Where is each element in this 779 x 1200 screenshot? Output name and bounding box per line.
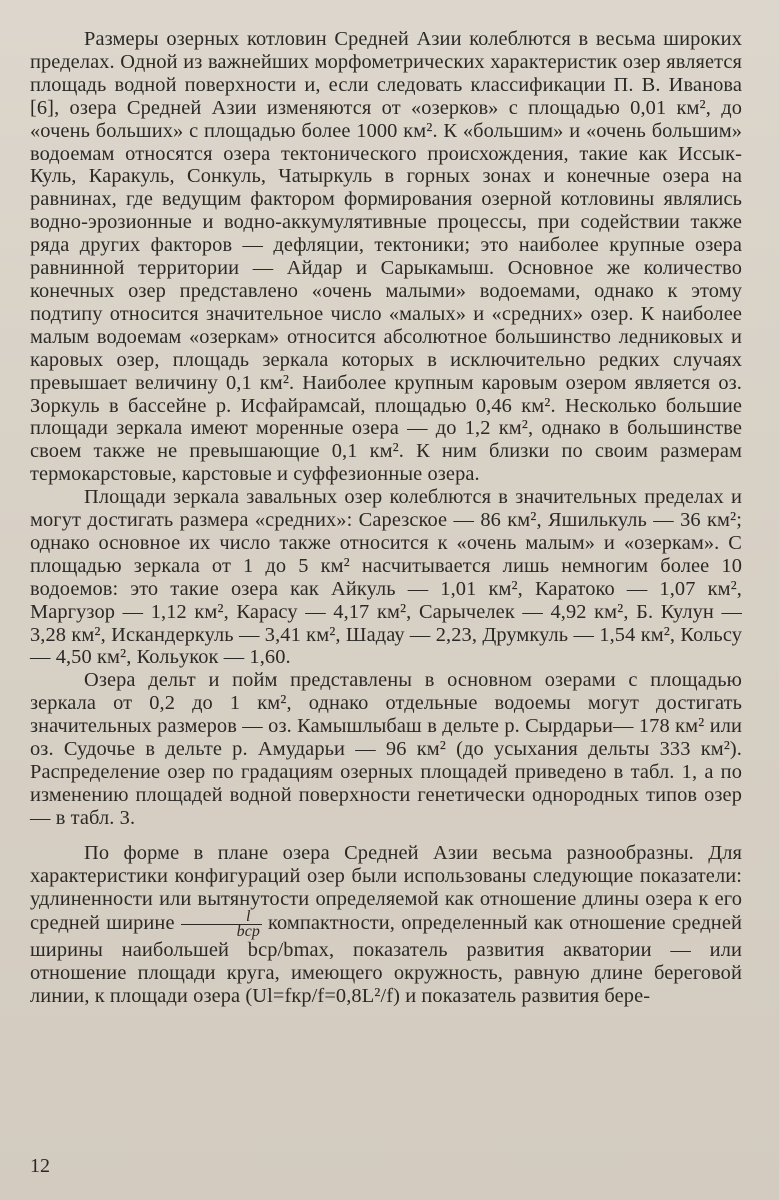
- page-text: [30, 28, 742, 1188]
- paragraph-4: [30, 842, 742, 1008]
- paragraph-1: Размеры озерных котловин Средней Азии колеблются в весьма широких пределах. Одной из важнейших морфометрических характеристик озер является площадь водной поверхности и, если следовать классификации П. В. Иванова [6], озера Средней Азии изменяются от «озерков» с площадью 0,01 км², до «очень больших» с площадью более 1000 км². К «большим» и «очень большим» водоемам относятся озера тектонического происхождения, такие как Иссык-Куль, Каракуль, Сонкуль, Чатыркуль в горных зонах и конечные озера на равнинах, где ведущим фактором формирования озерной котловины являлись водно-эрозионные и водно-аккумулятивные процессы, при содействии также ряда других факторов — дефляции, тектоники; это наиболее крупные озера равнинной территории — Айдар и Сарыкамыш. Основное же количество конечных озер представлено «очень малыми» водоемами, однако к этому подтипу относится значительное число «малых» и «средних» озер. К наиболее малым водоемам «озеркам» относится абсолютное большинство ледниковых и каровых озер, площадь зеркала которых в исключительно редких случаях превышает величину 0,1 км². Наиболее крупным каровым озером является оз. Зоркуль в бассейне р. Исфайрамсай, площадью 0,46 км². Несколько большие площади зеркала имеют моренные озера — до 1,2 км², однако в большинстве своем также не превышающие 0,1 км². К ним близки по своим размерам термокарстовые, карстовые и суффезионные озера.: [30, 28, 742, 486]
- paragraph-4-text-before: По форме в плане озера Средней Азии весьма разнообразны. Для характеристики конфигураций озер были использованы следующие показатели: удлиненности или вытянутости определяемой как отношение длины озера к его средней ширине: [30, 841, 742, 935]
- paragraph-3: Озера дельт и пойм представлены в основном озерами с площадью зеркала от 0,2 до 1 км², однако отдельные водоемы могут достигать значительных размеров — оз. Камышлыбаш в дельте р. Сырдарьи— 178 км² или оз. Судочье в дельте р. Амударьи — 96 км² (до усыхания дельты 333 км²). Распределение озер по градациям озерных площадей приведено в табл. 1, а по изменению площадей водной поверхности генетически однородных типов озер — в табл. 3.: [30, 669, 742, 829]
- fraction-l-over-bcp: [181, 910, 262, 939]
- paragraph-2: Площади зеркала завальных озер колеблются в значительных пределах и могут достигать размера «средних»: Сарезское — 86 км², Яшилькуль — 36 км²; однако основное их число также относится к «очень малым» и «озеркам». С площадью зеркала от 1 до 5 км² насчитывается лишь немногим более 10 водоемов: это такие озера как Айкуль — 1,01 км², Каратоко — 1,07 км², Маргузор — 1,12 км², Карасу — 4,17 км², Сарычелек — 4,92 км², Б. Кулун — 3,28 км², Искандеркуль — 3,41 км², Шадау — 2,23, Друмкуль — 1,54 км², Кольсу — 4,50 км², Кольукок — 1,60.: [30, 486, 742, 669]
- page-number: 12: [30, 1155, 50, 1177]
- paragraph-gap: [30, 830, 742, 842]
- fraction-numerator: l: [181, 910, 262, 925]
- paragraph-4-text-after: компактности, определенный как отношение средней ширины наибольшей bср/bmax, показатель развития акватории — или отношение площади круга, имеющего окружность, равную длине береговой линии, к площади озера (Ul=fкр/f=0,8L²/f) и показатель развития бере-: [30, 912, 742, 1008]
- fraction-denominator: bср: [236, 923, 260, 941]
